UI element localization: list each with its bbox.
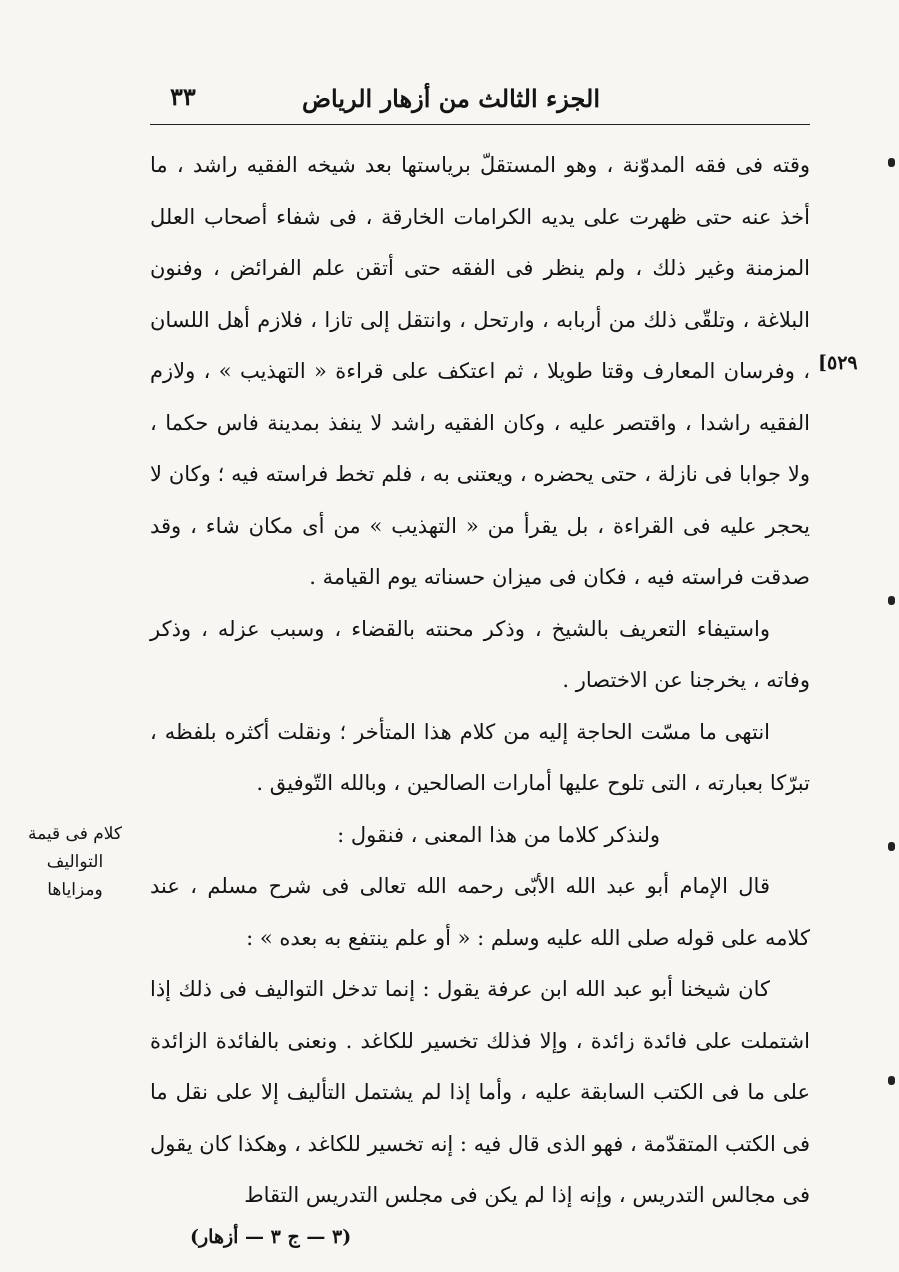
page-header [150, 82, 810, 122]
side-note-line-3: ومزاياها [47, 880, 103, 900]
header-rule [150, 124, 810, 125]
edge-mark [888, 596, 895, 605]
side-note-line-1: كلام فى قيمة [27, 824, 123, 844]
body-text [150, 140, 810, 1222]
footer-signature: (٣ — ج ٣ — أزهار) [190, 1226, 352, 1248]
edge-mark [888, 158, 895, 167]
paragraph-4: ولنذكر كلاما من هذا المعنى ، فنقول : [337, 822, 660, 847]
page-number: ٣٣ [170, 82, 196, 111]
edge-mark [888, 1076, 895, 1085]
paragraph-1: وقته فى فقه المدوّنة ، وهو المستقلّ برياستها بعد شيخه الفقيه راشد ، ما أخذ عنه حتى ظهرت على يديه الكرامات الخارقة ، فى شفاء أصحاب العلل المزمنة وغير ذلك ، ولم ينظر فى الفقه حتى أتقن علم الفرائض ، وفنون البلاغة ، وتلقّى ذلك من أربابه ، وارتحل ، وانتقل إلى تازا ، فلازم أهل اللسان ، وفرسان المعارف وقتا طويلا ، ثم اعتكف على قراءة « التهذيب » ، ولازم الفقيه راشدا ، واقتصر عليه ، وكان الفقيه راشد لا ينفذ بمدينة فاس حكما ، ولا جوابا فى نازلة ، حتى يحضره ، ويعتنى به ، فلم تخط فراسته فيه ؛ وكان لا يحجر عليه فى القراءة ، بل يقرأ من « التهذيب » من أى مكان شاء ، وقد صدقت فراسته فيه ، فكان فى ميزان حسناته يوم القيامة . [150, 153, 810, 589]
edge-mark [888, 842, 895, 851]
paragraph-6: كان شيخنا أبو عبد الله ابن عرفة يقول : إنما تدخل التواليف فى ذلك إذا اشتملت على فائدة زائدة ، وإلا فذلك تخسير للكاغد . ونعنى بالفائدة الزائدة على ما فى الكتب السابقة عليه ، وأما إذا لم يشتمل التأليف إلا على نقل ما فى الكتب المتقدّمة ، فهو الذى قال فيه : إنه تخسير للكاغد ، وهكذا كان يقول فى مجالس التدريس ، وإنه إذا لم يكن فى مجلس التدريس التقاط [150, 977, 810, 1207]
paragraph-2: واستيفاء التعريف بالشيخ ، وذكر محنته بالقضاء ، وسبب عزله ، وذكر وفاته ، يخرجنا عن الاختصار . [150, 616, 810, 692]
side-note-line-2: التواليف [46, 852, 104, 872]
running-title: الجزء الثالث من أزهار الرياض [301, 84, 600, 113]
paragraph-3: انتهى ما مسّت الحاجة إليه من كلام هذا المتأخر ؛ ونقلت أكثره بلفظه ، تبرّكا بعبارته ، التى تلوح عليها أمارات الصالحين ، وبالله التّوفيق . [150, 719, 810, 795]
margin-side-note [20, 820, 130, 904]
reference-marker: [٥٢٩ [818, 352, 858, 374]
paragraph-5: قال الإمام أبو عبد الله الأبّى رحمه الله تعالى فى شرح مسلم ، عند كلامه على قوله صلى الله عليه وسلم : « أو علم ينتفع به بعده » : [150, 874, 810, 950]
